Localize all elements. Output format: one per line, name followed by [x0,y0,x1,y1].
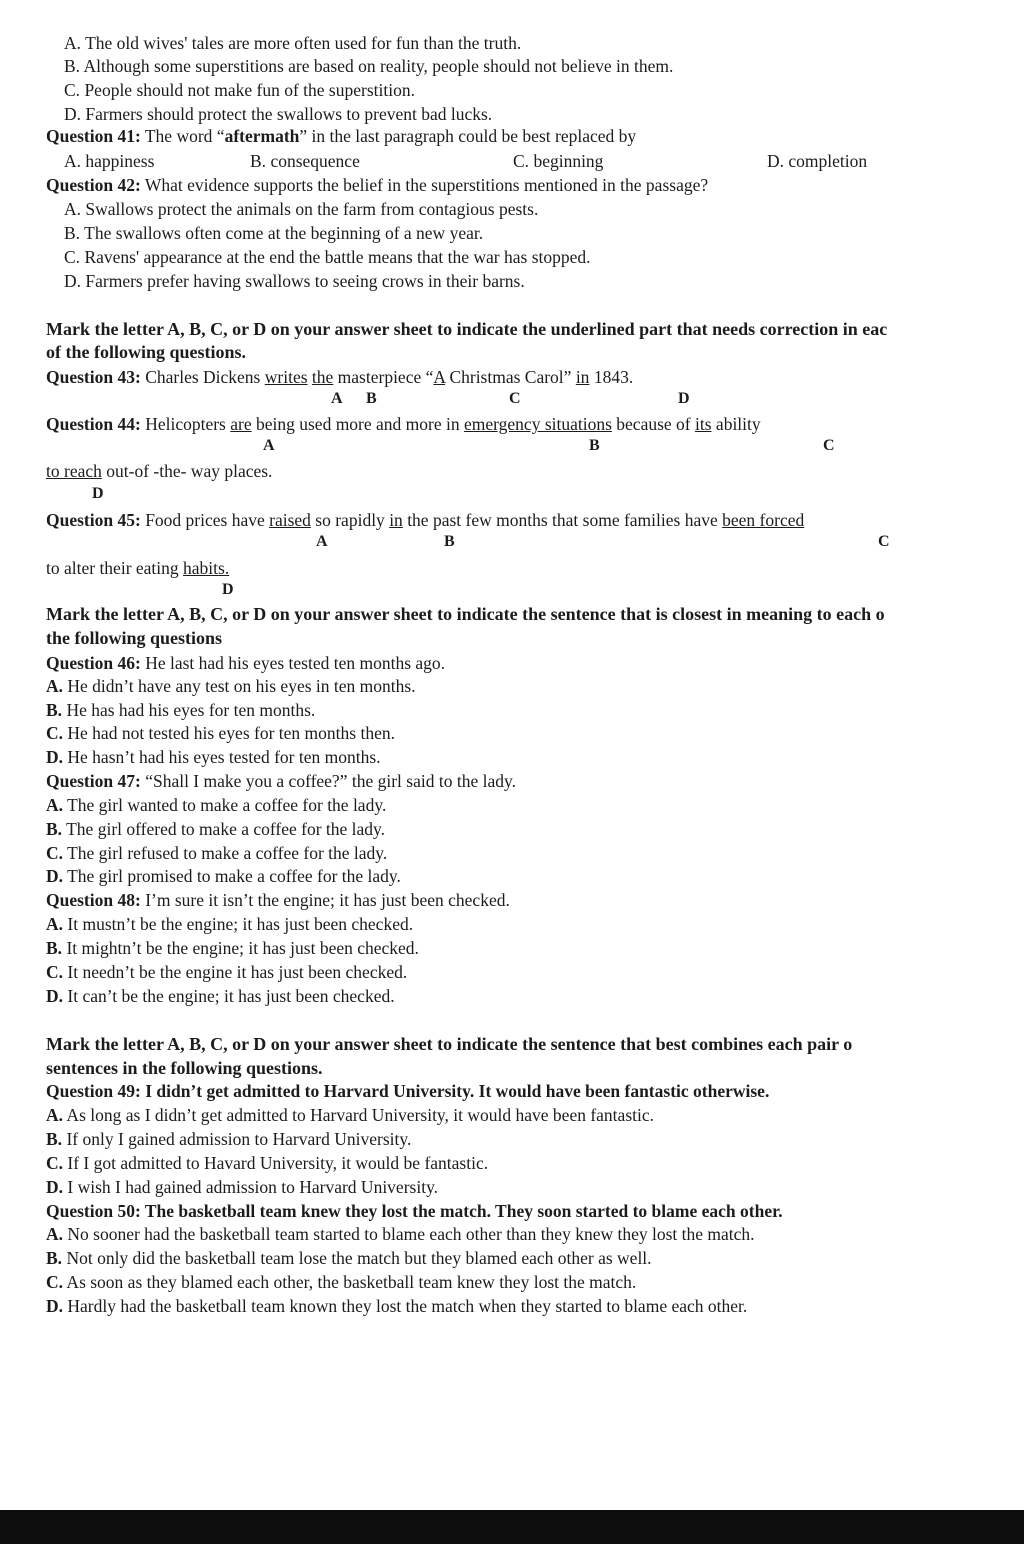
bottom-bar [0,1510,1024,1544]
question-50: Question 50: The basketball team knew they lost the match. They soon started to blame each other. [46,1201,783,1221]
q44-mark-d: D [92,485,104,502]
q41-option-a: A. happiness [64,151,155,171]
q50-option-d: D. Hardly had the basketball team known they lost the match when they started to blame each other. [46,1296,748,1316]
instruction-closest-meaning: Mark the letter A, B, C, or D on your answer sheet to indicate the sentence that is closest in meaning to each o [46,604,885,624]
q46-option-b: B. He has had his eyes for ten months. [46,700,316,720]
question-49: Question 49: I didn’t get admitted to Harvard University. It would have been fantastic otherwise. [46,1081,770,1101]
q47-option-b: B. The girl offered to make a coffee for the lady. [46,819,386,839]
q49-option-c: C. If I got admitted to Havard University, it would be fantastic. [46,1153,489,1173]
prev-option-b: B. Although some superstitions are based on reality, people should not believe in them. [64,56,674,76]
question-44: Question 44: Helicopters are being used more and more in emergency situations because of its ability [46,414,761,434]
question-47: Question 47: “Shall I make you a coffee?” the girl said to the lady. [46,771,516,791]
question-45: Question 45: Food prices have raised so rapidly in the past few months that some families have been forced [46,510,805,530]
instruction-closest-meaning-line2: the following questions [46,628,223,648]
q49-option-d: D. I wish I had gained admission to Harvard University. [46,1177,439,1197]
question-41: Question 41: The word “aftermath” in the last paragraph could be best replaced by [46,126,637,146]
instruction-error-identification-line2: of the following questions. [46,342,247,362]
instruction-combine-sentences-line2: sentences in the following questions. [46,1058,323,1078]
q46-option-d: D. He hasn’t had his eyes tested for ten months. [46,747,381,767]
q43-mark-a: A [331,390,343,407]
q46-option-a: A. He didn’t have any test on his eyes in ten months. [46,676,416,696]
instruction-error-identification: Mark the letter A, B, C, or D on your answer sheet to indicate the underlined part that needs correction in eac [46,319,888,339]
q44-mark-c: C [823,437,835,454]
q45-mark-c: C [878,533,890,550]
q42-option-d: D. Farmers prefer having swallows to seeing crows in their barns. [64,271,525,291]
question-45-continued: to alter their eating habits. [46,558,230,578]
q43-mark-b: B [366,390,377,407]
question-42: Question 42: What evidence supports the belief in the superstitions mentioned in the passage? [46,175,709,195]
q45-mark-a: A [316,533,328,550]
q44-mark-b: B [589,437,600,454]
q45-mark-d: D [222,581,234,598]
q49-option-b: B. If only I gained admission to Harvard University. [46,1129,412,1149]
question-43: Question 43: Charles Dickens writes the masterpiece “A Christmas Carol” in 1843. [46,367,634,387]
q41-option-c: C. beginning [513,151,604,171]
question-48: Question 48: I’m sure it isn’t the engine; it has just been checked. [46,890,510,910]
q46-option-c: C. He had not tested his eyes for ten months then. [46,723,395,743]
q48-option-c: C. It needn’t be the engine it has just been checked. [46,962,408,982]
q48-option-d: D. It can’t be the engine; it has just been checked. [46,986,395,1006]
instruction-combine-sentences: Mark the letter A, B, C, or D on your answer sheet to indicate the sentence that best combines each pair o [46,1034,853,1054]
q44-mark-a: A [263,437,275,454]
q41-option-d: D. completion [767,151,868,171]
q41-option-b: B. consequence [250,151,360,171]
q50-option-a: A. No sooner had the basketball team started to blame each other than they knew they lost the match. [46,1224,755,1244]
prev-option-a: A. The old wives' tales are more often used for fun than the truth. [64,33,522,53]
question-46: Question 46: He last had his eyes tested ten months ago. [46,653,446,673]
q50-option-c: C. As soon as they blamed each other, the basketball team knew they lost the match. [46,1272,637,1292]
q43-mark-c: C [509,390,521,407]
q47-option-a: A. The girl wanted to make a coffee for the lady. [46,795,387,815]
q48-option-a: A. It mustn’t be the engine; it has just been checked. [46,914,414,934]
q47-option-c: C. The girl refused to make a coffee for the lady. [46,843,388,863]
prev-option-c: C. People should not make fun of the superstition. [64,80,415,100]
q42-option-b: B. The swallows often come at the beginning of a new year. [64,223,484,243]
q49-option-a: A. As long as I didn’t get admitted to Harvard University, it would have been fantastic. [46,1105,654,1125]
q43-mark-d: D [678,390,690,407]
q47-option-d: D. The girl promised to make a coffee for the lady. [46,866,401,886]
q42-option-a: A. Swallows protect the animals on the farm from contagious pests. [64,199,539,219]
q42-option-c: C. Ravens' appearance at the end the battle means that the war has stopped. [64,247,591,267]
prev-option-d: D. Farmers should protect the swallows to prevent bad lucks. [64,104,493,124]
q50-option-b: B. Not only did the basketball team lose the match but they blamed each other as well. [46,1248,652,1268]
q45-mark-b: B [444,533,455,550]
question-44-continued: to reach out-of -the- way places. [46,461,273,481]
q48-option-b: B. It mightn’t be the engine; it has just been checked. [46,938,419,958]
